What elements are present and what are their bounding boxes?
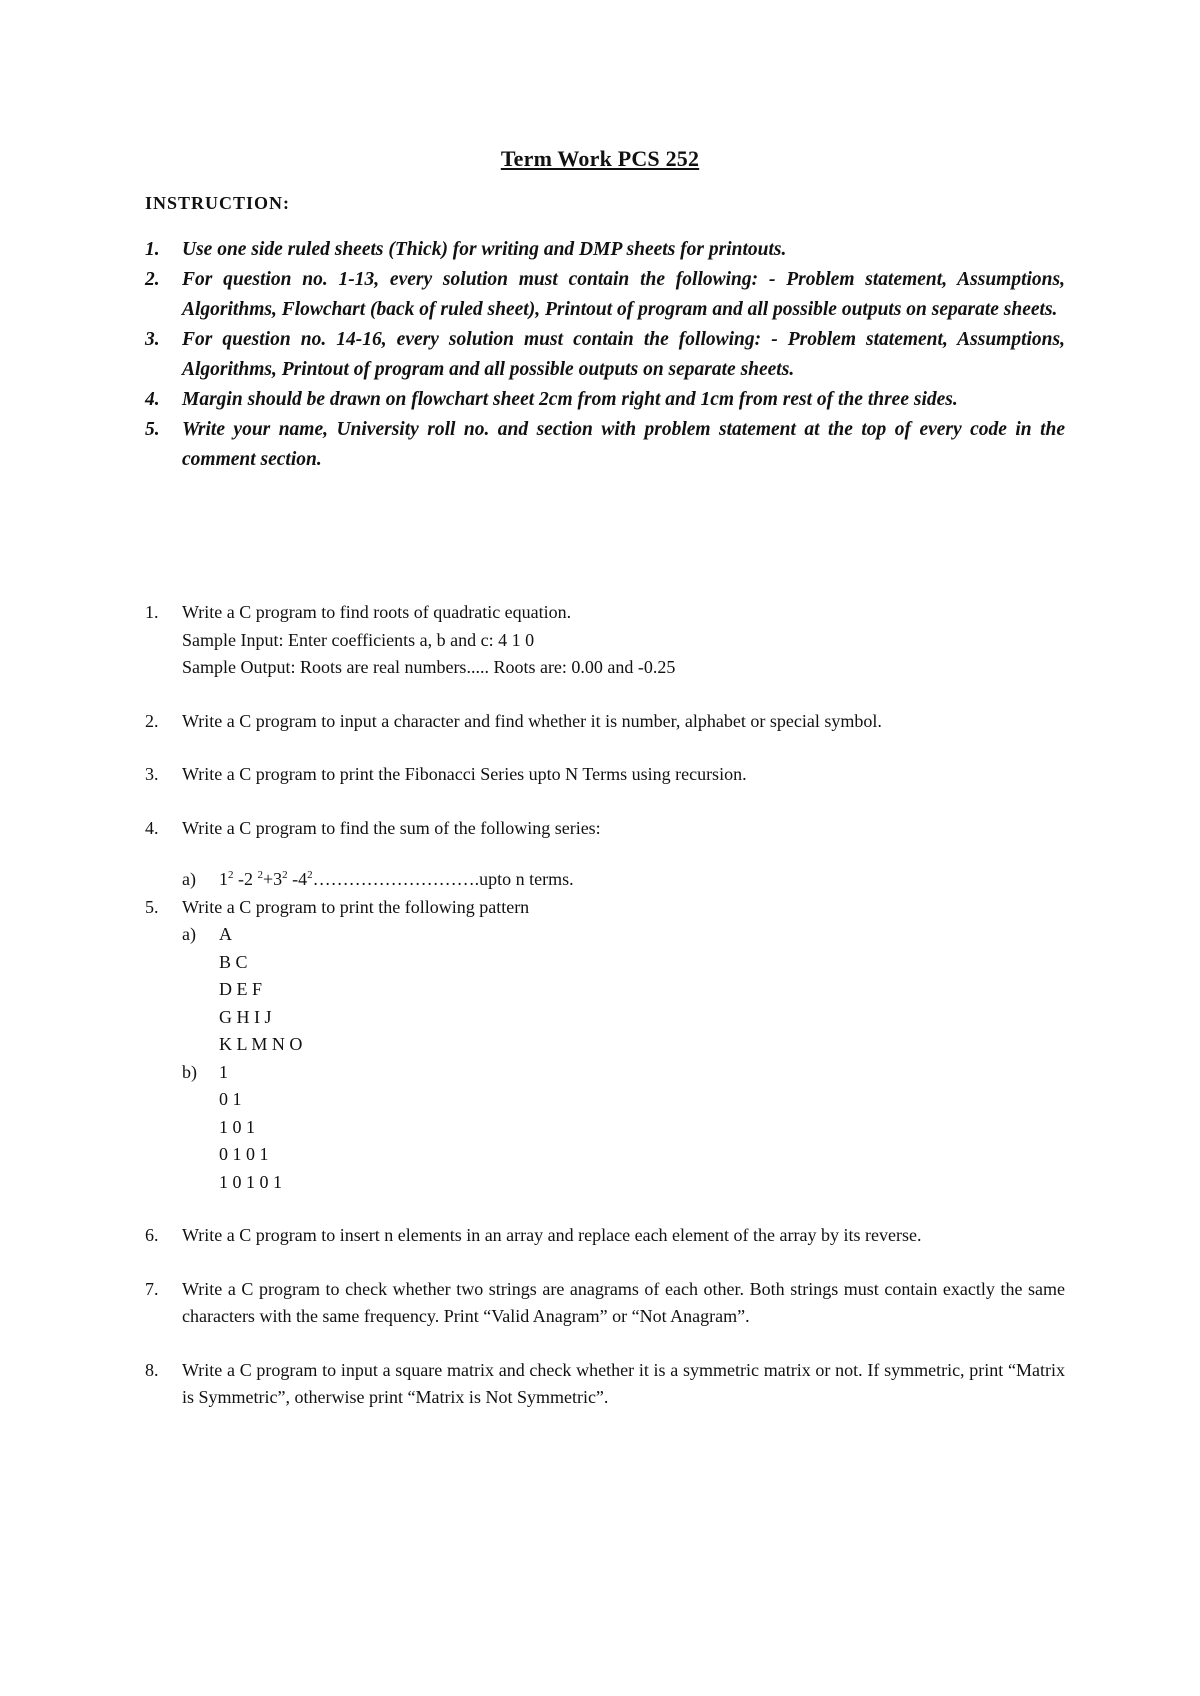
instruction-item: [145, 235, 1065, 265]
series-term: -4: [287, 869, 308, 889]
instruction-text: Write your name, University roll no. and section with problem statement at the top of every code in the comment section.: [182, 419, 1065, 470]
sample-output: Sample Output: Roots are real numbers..... Roots are: 0.00 and -0.25: [182, 657, 676, 677]
pattern-row: D E F: [219, 979, 263, 999]
question-text: Write a C program to find the sum of the following series:: [182, 817, 601, 838]
pattern-row: 1 0 1 0 1: [219, 1171, 282, 1192]
series-term: -2: [233, 869, 258, 889]
question-text: Write a C program to print the following pattern: [182, 896, 530, 917]
question-text: Write a C program to input a character and find whether it is number, alphabet or special symbol.: [182, 710, 882, 731]
instruction-text: Use one side ruled sheets (Thick) for writing and DMP sheets for printouts.: [182, 239, 787, 260]
pattern-row: 1 0 1: [219, 1116, 255, 1137]
question-1: [145, 599, 1065, 682]
pattern-b: [182, 1059, 1065, 1197]
instruction-text: Margin should be drawn on flowchart sheet 2cm from right and 1cm from rest of the three sides.: [182, 389, 958, 410]
instruction-number: 3.: [145, 329, 160, 350]
question-text: Write a C program to input a square matrix and check whether it is a symmetric matrix or not. If symmetric, print “Matrix is Symmetric”, otherwise print “Matrix is Not Symmetric”.: [182, 1359, 1065, 1407]
instruction-number: 1.: [145, 239, 160, 260]
pattern-row: B C: [219, 951, 248, 972]
question-3: [145, 761, 1065, 789]
pattern-a: [182, 921, 1065, 1059]
instruction-number: 5.: [145, 419, 160, 440]
question-text: Write a C program to print the Fibonacci Series upto N Terms using recursion.: [182, 764, 747, 784]
question-7: [145, 1276, 1065, 1331]
instruction-item: [145, 385, 1065, 415]
series-expression: [219, 866, 1065, 894]
instruction-text: For question no. 1-13, every solution must contain the following: - Problem statement, Assumptions, Algorithms, Flowchart (back of ruled sheet), Printout of program and all possible outputs on separate sheets.: [182, 269, 1065, 320]
question-number: 1.: [145, 602, 159, 622]
question-text: Write a C program to insert n elements in an array and replace each element of the array by its reverse.: [182, 1225, 922, 1245]
pattern-row: K L M N O: [219, 1034, 303, 1054]
question-4: [145, 815, 1065, 894]
pattern-row: 0 1 0 1: [219, 1144, 269, 1164]
instruction-item: [145, 265, 1065, 325]
instruction-number: 2.: [145, 269, 160, 290]
page-title: Term Work PCS 252: [500, 146, 700, 171]
instruction-item: [145, 325, 1065, 385]
instruction-list: [145, 235, 1065, 475]
instruction-item: [145, 415, 1065, 475]
question-text: Write a C program to check whether two strings are anagrams of each other. Both strings must contain exactly the same characters with the same frequency. Print “Valid Anagram” or “Not Anagram”.: [182, 1278, 1065, 1326]
question-number: 8.: [145, 1359, 159, 1380]
pattern-row: 1: [219, 1061, 228, 1082]
question-2: [145, 708, 1065, 736]
question-number: 6.: [145, 1225, 159, 1245]
question-8: [145, 1357, 1065, 1412]
instruction-number: 4.: [145, 389, 160, 410]
series-tail: ……………………….upto n terms.: [312, 869, 574, 889]
question-number: 2.: [145, 710, 159, 731]
series-exponent: 2: [257, 869, 263, 881]
series-item: [182, 866, 1065, 894]
question-number: 3.: [145, 764, 159, 784]
series-exponent: 2: [282, 869, 288, 881]
sample-input: Sample Input: Enter coefficients a, b and c: 4 1 0: [182, 629, 535, 650]
series-term: 1: [219, 869, 228, 889]
instruction-text: For question no. 14-16, every solution must contain the following: - Problem statement, Assumptions, Algorithms, Printout of program and all possible outputs on separate sheets.: [182, 329, 1065, 380]
question-text: Write a C program to find roots of quadratic equation.: [182, 602, 572, 622]
question-6: [145, 1222, 1065, 1250]
question-number: 4.: [145, 817, 159, 838]
pattern-row: A: [219, 924, 232, 944]
question-list: [145, 599, 1065, 1412]
question-number: 5.: [145, 896, 159, 917]
instruction-heading: INSTRUCTION:: [145, 193, 291, 213]
series-exponent: 2: [307, 869, 313, 881]
sub-label: b): [182, 1061, 197, 1082]
sub-label: a): [182, 869, 196, 889]
pattern-row: G H I J: [219, 1006, 272, 1027]
series-exponent: 2: [228, 869, 234, 881]
pattern-row: 0 1: [219, 1089, 242, 1109]
series-term: +3: [263, 869, 283, 889]
question-5: [145, 894, 1065, 1197]
sub-label: a): [182, 924, 196, 944]
question-number: 7.: [145, 1278, 159, 1299]
